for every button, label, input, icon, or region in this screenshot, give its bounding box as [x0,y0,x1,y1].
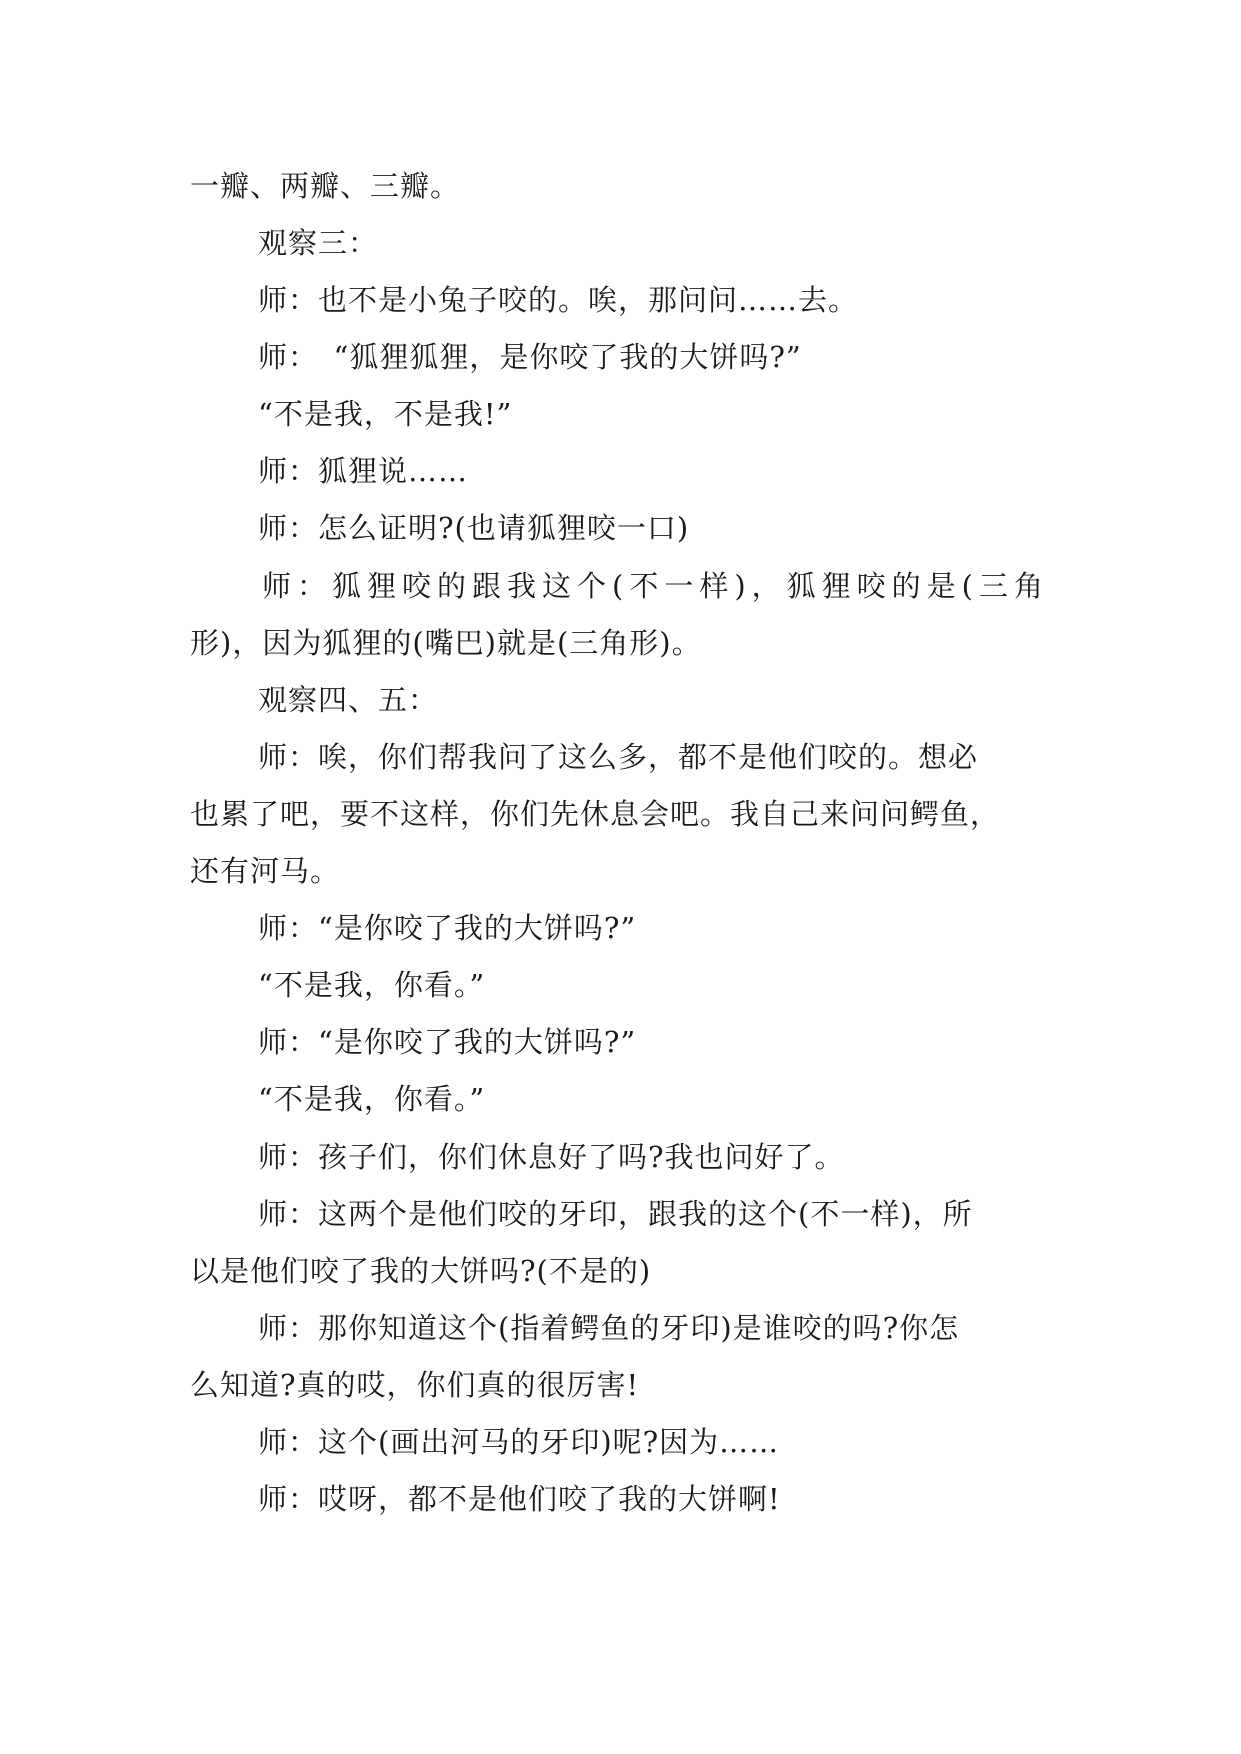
text-line: 师：也不是小兔子咬的。唉，那问问……去。 [258,283,859,317]
text-line: “不是我，你看。” [258,968,486,1002]
text-line: 还有河马。 [190,854,341,888]
text-line: 师：狐狸说…… [258,454,469,488]
text-line: 师：那你知道这个(指着鳄鱼的牙印)是谁咬的吗?你怎 [258,1311,960,1345]
section-heading: 观察三： [258,226,379,260]
text-line: 形)，因为狐狸的(嘴巴)就是(三角形)。 [190,626,702,660]
text-line: “不是我，你看。” [258,1082,486,1116]
text-line: 以是他们咬了我的大饼吗?(不是的) [190,1254,652,1288]
text-line: “不是我，不是我!” [258,397,513,431]
text-line: 么知道?真的哎，你们真的很厉害! [190,1368,640,1402]
text-line: 师：“是你咬了我的大饼吗?” [258,911,637,945]
text-line: 师：“是你咬了我的大饼吗?” [258,1025,637,1059]
text-line: 师：唉，你们帮我问了这么多，都不是他们咬的。想必 [258,740,979,774]
text-line: 师：这两个是他们咬的牙印，跟我的这个(不一样)，所 [258,1197,973,1231]
text-line: 师：哎呀，都不是他们咬了我的大饼啊! [258,1482,781,1516]
text-line: 一瓣、两瓣、三瓣。 [190,169,461,203]
text-line: 师：孩子们，你们休息好了吗?我也问好了。 [258,1140,845,1174]
text-line: 师： “狐狸狐狸，是你咬了我的大饼吗?” [258,340,802,374]
text-line: 师：这个(画出河马的牙印)呢?因为…… [258,1425,780,1459]
text-line: 师：狐狸咬的跟我这个(不一样)，狐狸咬的是(三角 [262,569,1049,603]
section-heading: 观察四、五： [258,683,439,717]
text-line: 师：怎么证明?(也请狐狸咬一口) [258,511,690,545]
text-line: 也累了吧，要不这样，你们先休息会吧。我自己来问问鳄鱼， [190,797,1001,831]
